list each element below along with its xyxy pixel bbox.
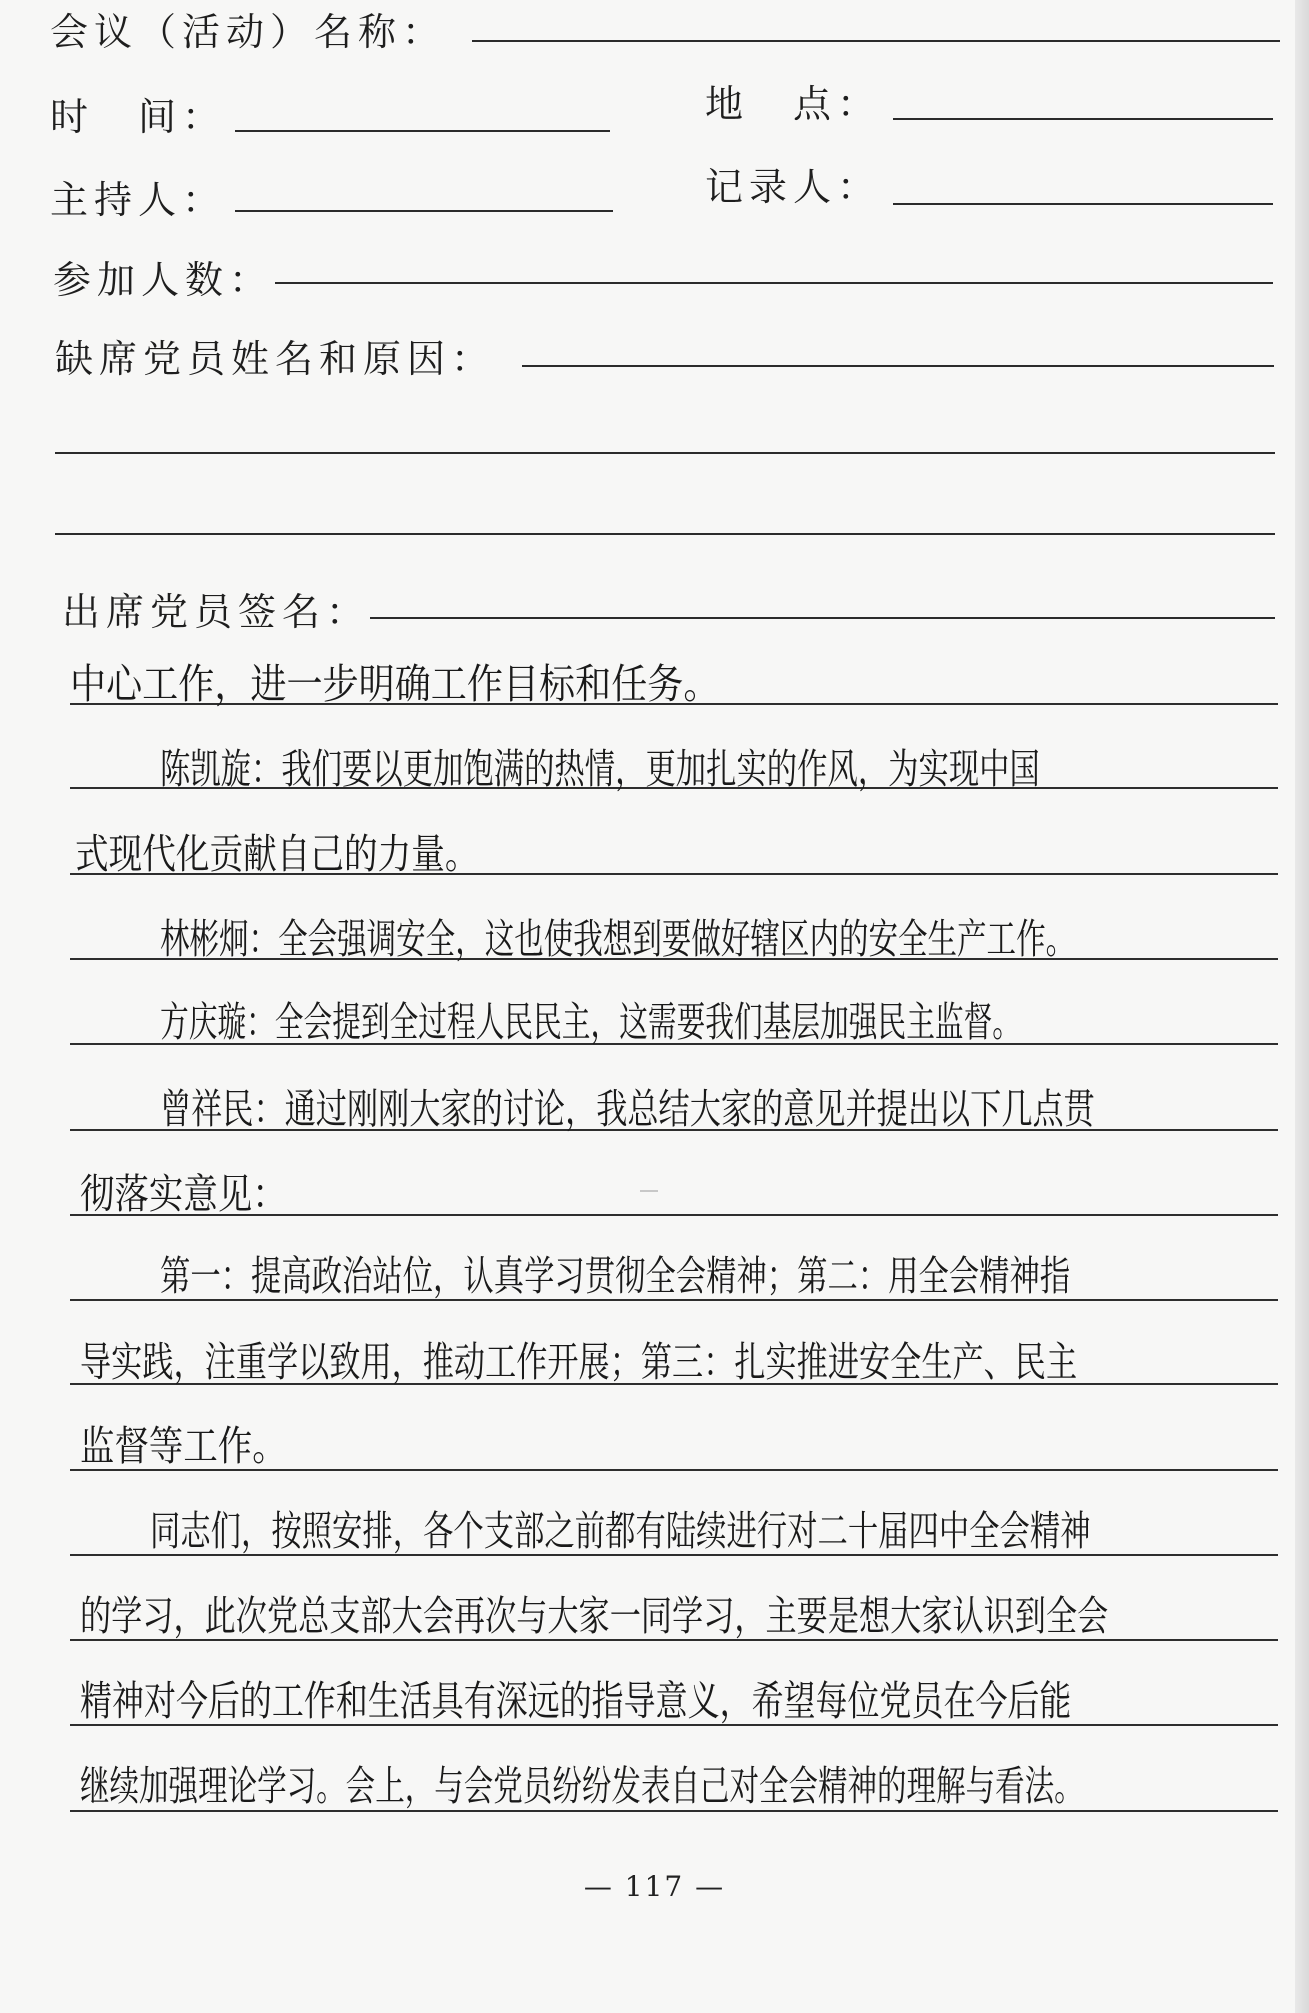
fold-mark bbox=[640, 1190, 658, 1192]
handwritten-line: 林彬炯：全会强调安全，这也使我想到要做好辖区内的安全生产工作。 bbox=[160, 915, 1076, 963]
attendance-line bbox=[275, 282, 1273, 284]
handwritten-line: 式现代化贡献自己的力量。 bbox=[75, 830, 479, 878]
recorder-line bbox=[893, 203, 1273, 205]
handwritten-line: 陈凯旋：我们要以更加饱满的热情，更加扎实的作风，为实现中国 bbox=[160, 745, 1040, 793]
place-label: 地 点： bbox=[705, 82, 882, 126]
handwritten-line: 导实践，注重学以致用，推动工作开展；第三：扎实推进安全生产、民主 bbox=[80, 1338, 1078, 1386]
handwritten-line: 继续加强理论学习。会上，与会党员纷纷发表自己对全会精神的理解与看法。 bbox=[80, 1762, 1084, 1810]
host-label: 主持人： bbox=[50, 178, 227, 222]
handwritten-line: 精神对今后的工作和生活具有深远的指导意义，希望每位党员在今后能 bbox=[80, 1677, 1072, 1725]
absent-label: 缺席党员姓名和原因： bbox=[55, 337, 496, 381]
handwritten-line: 方庆璇：全会提到全过程人民民主，这需要我们基层加强民主监督。 bbox=[160, 998, 1021, 1046]
recorder-label: 记录人： bbox=[705, 165, 882, 209]
handwritten-line: 的学习，此次党总支部大会再次与大家一同学习，主要是想大家认识到全会 bbox=[80, 1592, 1109, 1640]
place-line bbox=[893, 118, 1273, 120]
handwritten-line: 监督等工作。 bbox=[80, 1422, 287, 1470]
handwritten-line: 第一：提高政治站位，认真学习贯彻全会精神；第二：用全会精神指 bbox=[160, 1252, 1071, 1300]
absent-line-3 bbox=[55, 533, 1275, 535]
handwritten-line: 彻落实意见： bbox=[80, 1170, 287, 1218]
meeting-name-line bbox=[472, 40, 1280, 42]
time-label: 时 间： bbox=[50, 95, 227, 139]
absent-line-2 bbox=[55, 452, 1275, 454]
host-line bbox=[235, 210, 613, 212]
handwritten-line: 同志们，按照安排，各个支部之前都有陆续进行对二十届四中全会精神 bbox=[150, 1507, 1091, 1555]
absent-line bbox=[522, 365, 1274, 367]
page-edge-shadow bbox=[1295, 0, 1309, 2013]
ruled-line bbox=[70, 1810, 1278, 1812]
page-number: — 117 — bbox=[583, 1870, 726, 1903]
attendance-label: 参加人数： bbox=[53, 258, 274, 302]
meeting-name-label: 会议（活动）名称： bbox=[50, 10, 447, 54]
signature-label: 出席党员签名： bbox=[62, 590, 371, 634]
time-line bbox=[235, 130, 610, 132]
handwritten-line: 中心工作，进一步明确工作目标和任务。 bbox=[70, 660, 720, 708]
handwritten-line: 曾祥民：通过刚刚大家的讨论，我总结大家的意见并提出以下几点贯 bbox=[160, 1085, 1095, 1133]
signature-line bbox=[370, 617, 1275, 619]
